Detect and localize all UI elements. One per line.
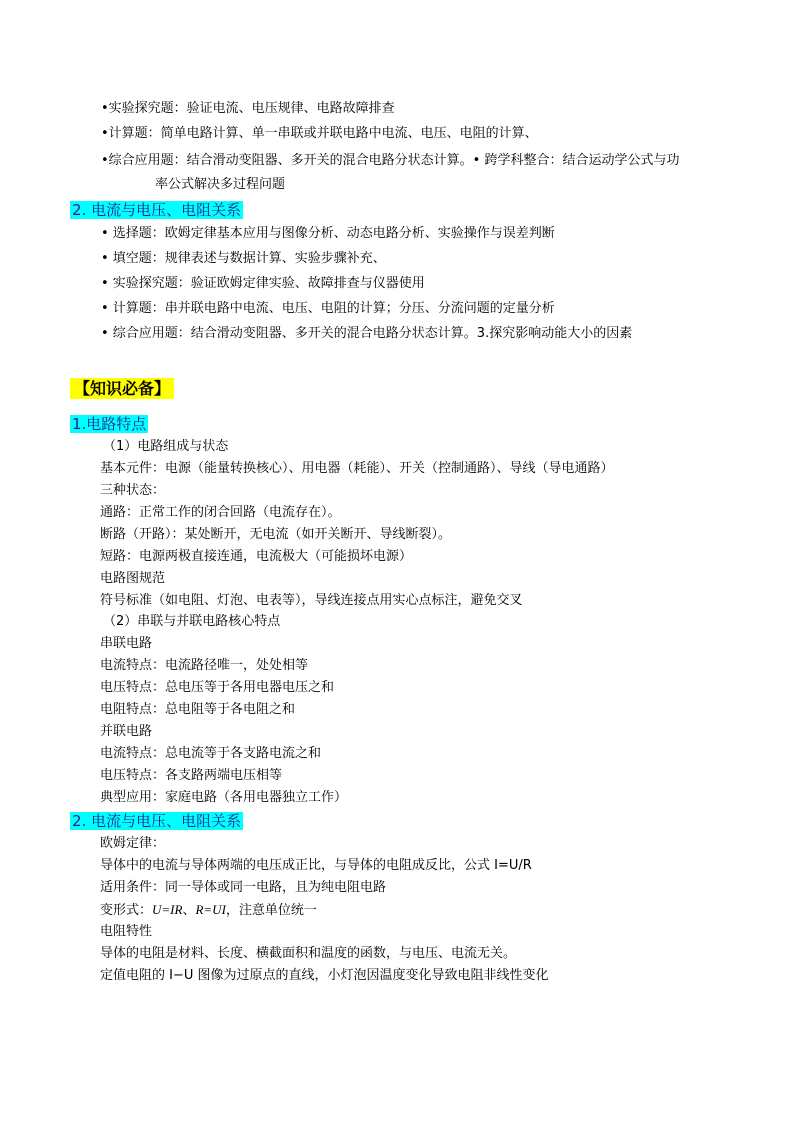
k2-line: 电阻特性: [100, 924, 153, 939]
k2-heading: [70, 811, 243, 831]
section2-heading-text: 2. 电流与电压、电阻关系: [72, 201, 242, 219]
section2-item-comprehensive: • 综合应用题：结合滑动变阻器、多开关的混合电路分状态计算。3.探究影响动能大小的因素: [101, 326, 633, 341]
k2-variant-formula-1: U=IR: [152, 902, 183, 917]
k1-line: 三种状态：: [100, 483, 166, 498]
section2-item-choice: • 选择题：欧姆定律基本应用与图像分析、动态电路分析、实验操作与误差判断: [101, 226, 555, 241]
k2-line: 欧姆定律：: [100, 836, 166, 851]
k1-line: （1）电路组成与状态: [103, 439, 229, 454]
k1-line: 电流特点：总电流等于各支路电流之和: [100, 746, 322, 761]
section2-heading: [70, 200, 243, 220]
k1-line: （2）串联与并联电路核心特点: [103, 614, 281, 629]
k2-variant-line: [100, 901, 317, 920]
k1-line: 电路图规范: [100, 571, 166, 586]
k1-line: 电流特点：电流路径唯一，处处相等: [100, 658, 309, 673]
k2-line: 导体中的电流与导体两端的电压成正比，与导体的电阻成反比，公式 I=U/R: [100, 858, 532, 873]
top-item-comprehensive: •综合应用题：结合滑动变阻器、多开关的混合电路分状态计算。• 跨学科整合：结合运动学公式与功: [101, 153, 680, 168]
k2-line: 适用条件：同一导体或同一电路，且为纯电阻电路: [100, 880, 387, 895]
knowledge-heading: [70, 378, 174, 402]
section2-item-fill: • 填空题：规律表述与数据计算、实验步骤补充、: [101, 251, 386, 266]
k1-line: 并联电路: [100, 724, 153, 739]
k2-variant-prefix: 变形式：: [100, 903, 153, 918]
k1-line: 电压特点：总电压等于各用电器电压之和: [100, 680, 335, 695]
k1-heading: [70, 414, 148, 434]
top-item-calculation: •计算题：简单电路计算、单一串联或并联电路中电流、电压、电阻的计算、: [101, 126, 538, 141]
k1-line: 基本元件：电源（能量转换核心）、用电器（耗能）、开关（控制通路）、导线（导电通路）: [100, 461, 614, 476]
k1-heading-text: 1.电路特点: [72, 415, 147, 433]
knowledge-heading-text: 【知识必备】: [70, 378, 174, 399]
top-item-experiment: •实验探究题：验证电流、电压规律、电路故障排查: [101, 101, 395, 116]
k2-line: 导体的电阻是材料、长度、横截面积和温度的函数，与电压、电流无关。: [100, 946, 517, 961]
k2-variant-formula-2: R=UI: [195, 902, 226, 917]
k1-line: 串联电路: [100, 636, 153, 651]
section2-item-calculation: • 计算题：串并联电路中电流、电压、电阻的计算；分压、分流问题的定量分析: [101, 301, 555, 316]
section2-item-experiment: • 实验探究题：验证欧姆定律实验、故障排查与仪器使用: [101, 276, 425, 291]
top-item-comprehensive-cont: 率公式解决多过程问题: [155, 177, 286, 192]
k2-heading-text: 2. 电流与电压、电阻关系: [72, 812, 242, 830]
k1-line: 短路：电源两极直接连通，电流极大（可能损坏电源）: [100, 549, 413, 564]
k1-line: 典型应用：家庭电路（各用电器独立工作）: [100, 790, 348, 805]
k1-line: 电压特点：各支路两端电压相等: [100, 768, 283, 783]
k1-line: 通路：正常工作的闭合回路（电流存在）。: [100, 505, 341, 520]
k2-variant-suffix: ，注意单位统一: [225, 903, 317, 918]
k2-variant-sep: 、: [182, 903, 196, 918]
k1-line: 电阻特点：总电阻等于各电阻之和: [100, 702, 296, 717]
k1-line: 符号标准（如电阻、灯泡、电表等），导线连接点用实心点标注，避免交叉: [100, 593, 523, 608]
k1-line: 断路（开路）：某处断开，无电流（如开关断开、导线断裂）。: [100, 527, 452, 542]
k2-line: 定值电阻的 I−U 图像为过原点的直线，小灯泡因温度变化导致电阻非线性变化: [100, 968, 549, 983]
